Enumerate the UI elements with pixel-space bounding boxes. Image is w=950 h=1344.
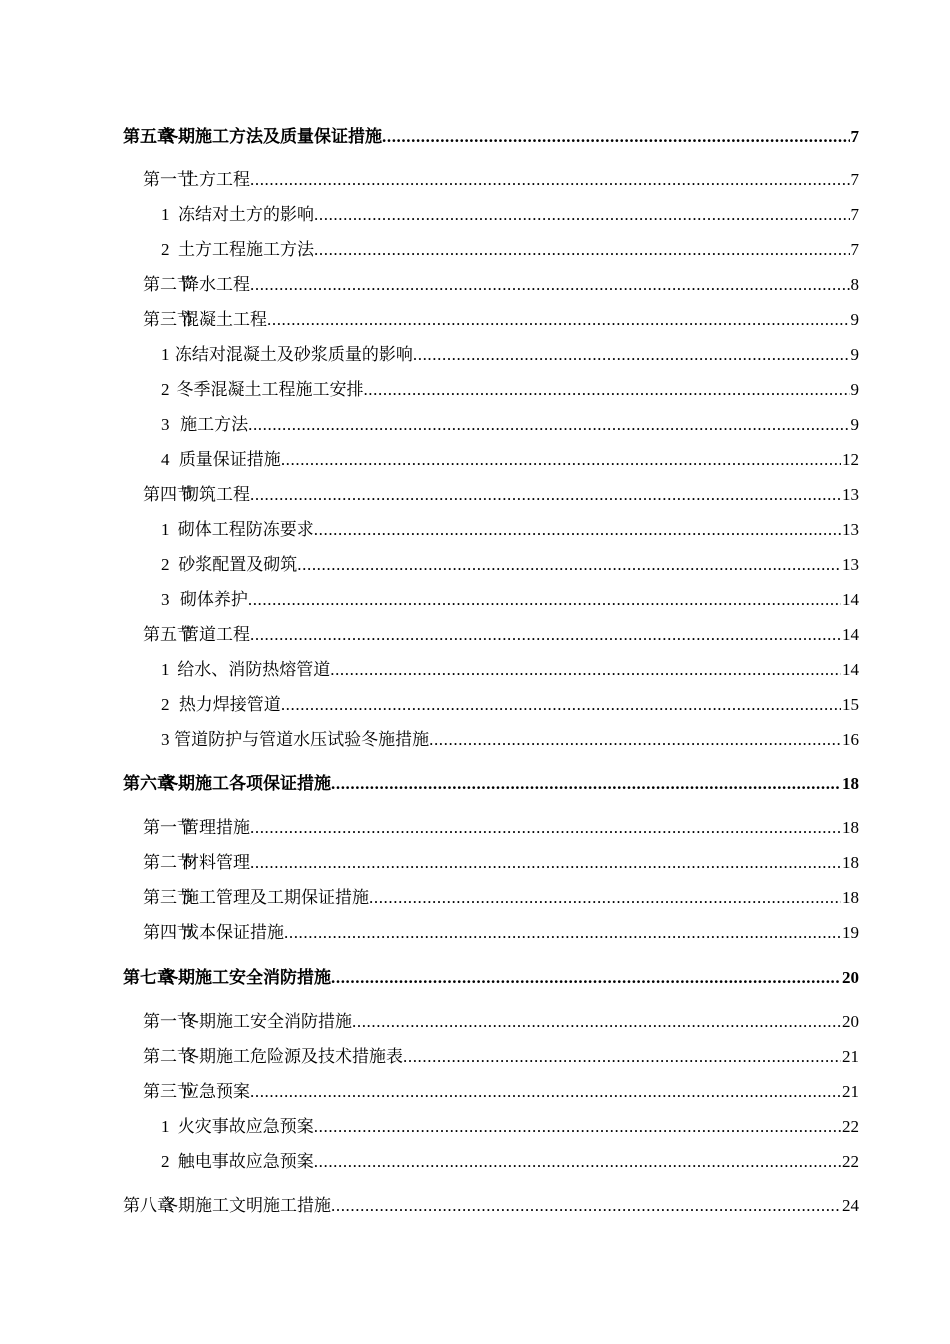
toc-chapter-row[interactable] [0,966,950,990]
toc-entry-title: 触电事故应急预案 [177,1152,314,1171]
toc-entry-title: 土方工程 [182,170,250,189]
toc-entry-number: 第五节 [143,625,194,644]
toc-entry-title: 管理措施 [182,818,250,837]
toc-section-row[interactable] [0,1010,950,1034]
toc-entry-number: 第四节 [143,485,194,504]
toc-entry-title: 管道工程 [182,625,250,644]
toc-entry-title: 质量保证措施 [178,450,281,469]
toc-entry-title: 管道防护与管道水压试验冬施措施 [174,730,430,749]
toc-chapter-row[interactable] [0,125,950,149]
dot-leader [297,553,841,577]
toc-entry-number: 1 [161,345,170,364]
dot-leader [314,203,849,227]
toc-section-row[interactable] [0,1045,950,1069]
toc-page-number: 14 [842,660,859,679]
dot-leader [314,1115,841,1139]
toc-page-number: 22 [842,1152,859,1171]
toc-section-row[interactable] [0,886,950,910]
toc-section-row[interactable] [0,1080,950,1104]
toc-entry-number: 3 [161,590,170,609]
toc-entry-number: 第一节 [143,818,194,837]
toc-section-row[interactable] [0,308,950,332]
toc-page-number: 20 [842,1012,859,1031]
toc-page-number: 22 [842,1117,859,1136]
toc-subsection-row[interactable] [0,378,950,402]
toc-entry-number: 2 [161,380,170,399]
toc-page-number: 20 [842,968,859,987]
toc-page-number: 9 [850,345,859,364]
toc-section-row[interactable] [0,851,950,875]
toc-entry-title: 砌筑工程 [182,485,250,504]
dot-leader [250,483,841,507]
toc-entry-title: 降水工程 [182,275,250,294]
dot-leader [352,1010,841,1034]
toc-entry-title: 成本保证措施 [182,923,284,942]
toc-page-number: 15 [842,695,859,714]
toc-page-number: 12 [842,450,859,469]
toc-page-number: 18 [842,774,859,793]
toc-subsection-row[interactable] [0,728,950,752]
dot-leader [331,1194,841,1218]
toc-subsection-row[interactable] [0,413,950,437]
toc-chapter-row[interactable] [0,1194,950,1218]
toc-entry-title: 热力焊接管道 [178,695,281,714]
toc-subsection-row[interactable] [0,343,950,367]
toc-page-number: 16 [842,730,859,749]
dot-leader [250,273,850,297]
toc-subsection-row[interactable] [0,1150,950,1174]
toc-entry-title: 砌体养护 [179,590,248,609]
toc-entry-number: 第三节 [143,1082,194,1101]
toc-subsection-row[interactable] [0,693,950,717]
toc-entry-number: 第二节 [143,853,194,872]
dot-leader [250,623,841,647]
toc-entry-number: 第一节 [143,170,194,189]
dot-leader [330,658,841,682]
toc-page-number: 9 [850,310,859,329]
toc-entry-title: 冻结对混凝土及砂浆质量的影响 [174,345,413,364]
toc-entry-number: 1 [161,1117,170,1136]
toc-page-number: 19 [842,923,859,942]
toc-entry-number: 1 [161,660,170,679]
toc-entry-title: 火灾事故应急预案 [177,1117,314,1136]
toc-entry-title: 施工方法 [180,415,249,434]
toc-entry-title: 砂浆配置及砌筑 [178,555,298,574]
toc-page-number: 13 [842,520,859,539]
toc-entry-number: 第一节 [143,1012,194,1031]
toc-entry-title: 施工管理及工期保证措施 [182,888,369,907]
toc-entry-title: 冬期施工文明施工措施 [161,1196,331,1215]
toc-page-number: 18 [842,818,859,837]
dot-leader [248,413,849,437]
toc-page-number: 21 [842,1047,859,1066]
dot-leader [314,518,841,542]
toc-page-number: 21 [842,1082,859,1101]
toc-page-number: 7 [850,170,859,189]
dot-leader [250,168,850,192]
toc-entry-title: 混凝土工程 [182,310,267,329]
toc-section-row[interactable] [0,168,950,192]
dot-leader [267,308,850,332]
toc-subsection-row[interactable] [0,238,950,262]
toc-entry-title: 冬期施工危险源及技术措施表 [182,1047,403,1066]
dot-leader [363,378,849,402]
toc-entry-title: 土方工程施工方法 [178,240,315,259]
toc-entry-title: 冬季混凝土工程施工安排 [176,380,364,399]
dot-leader [314,1150,841,1174]
dot-leader [331,772,841,796]
toc-subsection-row[interactable] [0,448,950,472]
toc-entry-title: 冬期施工方法及质量保证措施 [161,127,382,146]
dot-leader [281,693,841,717]
toc-page-number: 18 [842,853,859,872]
toc-entry-number: 1 [161,205,170,224]
toc-entry-number: 第二节 [143,275,194,294]
toc-section-row[interactable] [0,921,950,945]
toc-entry-number: 3 [161,730,170,749]
toc-page-number: 18 [842,888,859,907]
dot-leader [281,448,841,472]
toc-page-number: 13 [842,555,859,574]
toc-entry-number: 2 [161,555,170,574]
toc-entry-title: 冬期施工安全消防措施 [161,968,331,987]
toc-entry-number: 第八章 [123,1196,174,1215]
dot-leader [403,1045,841,1069]
dot-leader [331,966,841,990]
toc-entry-number: 2 [161,695,170,714]
toc-entry-number: 第七章 [123,968,174,987]
dot-leader [369,886,841,910]
toc-page-number: 24 [842,1196,859,1215]
toc-entry-title: 冻结对土方的影响 [178,205,315,224]
toc-section-row[interactable] [0,483,950,507]
toc-entry-number: 第三节 [143,888,194,907]
toc-subsection-row[interactable] [0,203,950,227]
toc-entry-title: 材料管理 [182,853,250,872]
toc-page-number: 7 [850,205,859,224]
dot-leader [250,816,841,840]
toc-page-number: 13 [842,485,859,504]
toc-section-row[interactable] [0,273,950,297]
toc-subsection-row[interactable] [0,553,950,577]
toc-section-row[interactable] [0,623,950,647]
toc-subsection-row[interactable] [0,658,950,682]
toc-page-number: 14 [842,590,859,609]
toc-entry-number: 4 [161,450,170,469]
toc-entry-number: 第三节 [143,310,194,329]
toc-entry-number: 第五章 [123,127,174,146]
toc-section-row[interactable] [0,816,950,840]
dot-leader [284,921,841,945]
dot-leader [413,343,850,367]
toc-entry-number: 2 [161,240,170,259]
dot-leader [248,588,841,612]
toc-subsection-row[interactable] [0,588,950,612]
dot-leader [250,851,841,875]
toc-entry-title: 给水、消防热熔管道 [177,660,331,679]
toc-subsection-row[interactable] [0,518,950,542]
toc-entry-title: 砌体工程防冻要求 [177,520,314,539]
toc-page-number: 7 [850,127,859,146]
toc-entry-number: 2 [161,1152,170,1171]
dot-leader [314,238,849,262]
toc-page-number: 9 [850,380,859,399]
toc-entry-title: 冬期施工各项保证措施 [161,774,331,793]
toc-entry-number: 1 [161,520,170,539]
toc-entry-title: 冬期施工安全消防措施 [182,1012,352,1031]
toc-entry-number: 第二节 [143,1047,194,1066]
toc-page-number: 8 [850,275,859,294]
toc-subsection-row[interactable] [0,1115,950,1139]
dot-leader [429,728,841,752]
toc-entry-number: 第六章 [123,774,174,793]
dot-leader [382,125,850,149]
toc-entry-number: 3 [161,415,170,434]
toc-page-number: 9 [850,415,859,434]
toc-entry-title: 应急预案 [182,1082,250,1101]
toc-chapter-row[interactable] [0,772,950,796]
toc-page-number: 7 [850,240,859,259]
dot-leader [250,1080,841,1104]
toc-entry-number: 第四节 [143,923,194,942]
toc-page-number: 14 [842,625,859,644]
